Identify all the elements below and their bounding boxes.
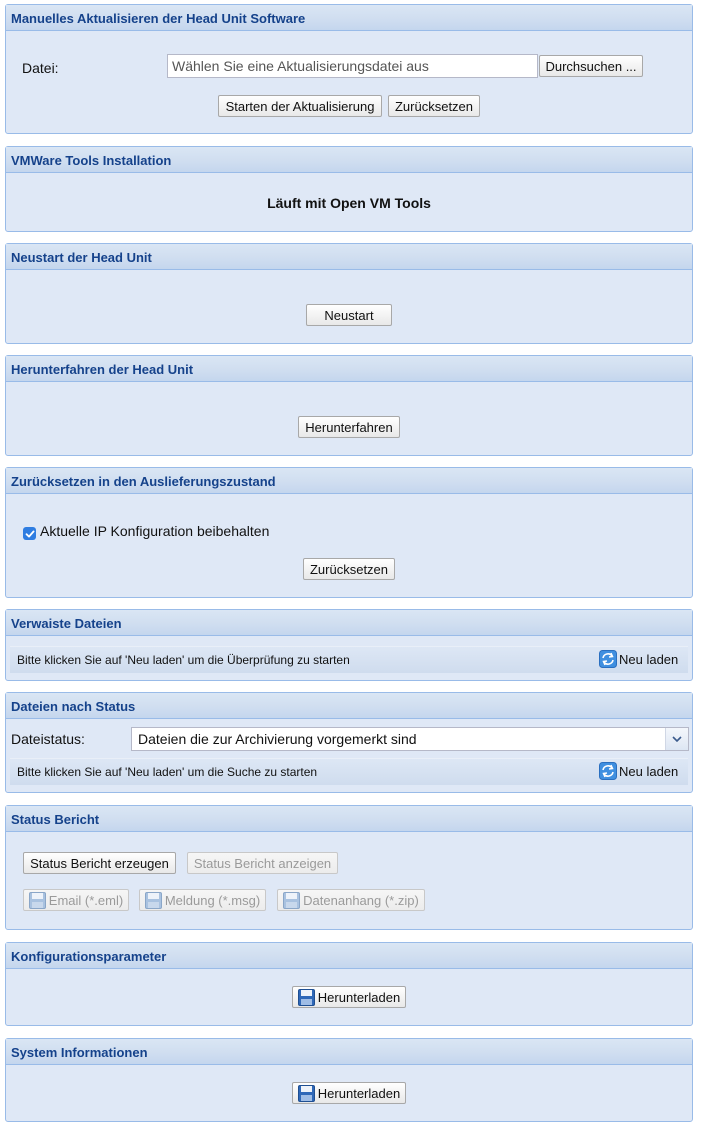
checkmark-icon xyxy=(25,529,35,539)
floppy-disk-icon xyxy=(298,1085,315,1102)
file-status-value: Dateien die zur Archivierung vorgemerkt sind xyxy=(138,731,417,747)
status-reload-button[interactable] xyxy=(599,762,678,780)
factory-reset-panel-title: Zurücksetzen in den Auslieferungszustand xyxy=(11,474,276,489)
update-panel-header xyxy=(6,5,692,31)
restart-panel-header xyxy=(6,244,692,270)
sysinfo-panel-title: System Informationen xyxy=(11,1045,148,1060)
shutdown-button-label: Herunterfahren xyxy=(305,419,393,435)
config-download-button[interactable] xyxy=(292,986,406,1008)
attachment-export-button[interactable] xyxy=(277,889,425,911)
shutdown-panel-title: Herunterfahren der Head Unit xyxy=(11,362,194,377)
floppy-disk-icon xyxy=(283,892,300,909)
config-download-label: Herunterladen xyxy=(317,989,401,1005)
attachment-export-label: Datenanhang (*.zip) xyxy=(303,892,419,908)
file-status-label: Dateistatus: xyxy=(11,731,85,747)
email-export-label: Email (*.eml) xyxy=(48,892,124,908)
update-panel xyxy=(5,4,693,134)
create-report-button-label: Status Bericht erzeugen xyxy=(30,855,169,871)
orphaned-reload-label: Neu laden xyxy=(619,651,679,667)
file-input[interactable] xyxy=(167,54,538,78)
orphaned-files-hint: Bitte klicken Sie auf 'Neu laden' um die Überprüfung zu starten xyxy=(17,653,350,667)
start-update-button[interactable] xyxy=(218,95,382,117)
files-by-status-toolbar xyxy=(10,758,688,785)
status-report-panel-title: Status Bericht xyxy=(11,812,100,827)
factory-reset-panel xyxy=(5,467,693,598)
status-report-panel-header xyxy=(6,806,692,832)
sysinfo-panel-header xyxy=(6,1039,692,1065)
floppy-disk-icon xyxy=(29,892,46,909)
shutdown-panel xyxy=(5,355,693,456)
start-update-button-label: Starten der Aktualisierung xyxy=(225,98,375,114)
sysinfo-download-label: Herunterladen xyxy=(317,1085,401,1101)
vmware-panel-title: VMWare Tools Installation xyxy=(11,153,172,168)
config-panel xyxy=(5,942,693,1026)
shutdown-button[interactable] xyxy=(298,416,400,438)
restart-button[interactable] xyxy=(306,304,392,326)
show-report-button-label: Status Bericht anzeigen xyxy=(193,855,332,871)
keep-ip-checkbox[interactable] xyxy=(23,527,36,540)
floppy-disk-icon xyxy=(145,892,162,909)
vmware-panel-header xyxy=(6,147,692,173)
vmware-panel xyxy=(5,146,693,232)
shutdown-panel-header xyxy=(6,356,692,382)
chevron-down-icon xyxy=(672,736,682,742)
factory-reset-panel-header xyxy=(6,468,692,494)
browse-button-label: Durchsuchen ... xyxy=(545,58,637,74)
refresh-icon xyxy=(599,762,617,780)
file-status-dropdown-trigger[interactable] xyxy=(665,728,688,750)
status-report-panel xyxy=(5,805,693,930)
factory-reset-button[interactable] xyxy=(303,558,395,580)
vmware-status xyxy=(6,195,692,211)
reset-update-button-label: Zurücksetzen xyxy=(394,98,474,114)
message-export-button[interactable] xyxy=(139,889,266,911)
factory-reset-button-label: Zurücksetzen xyxy=(309,561,389,577)
sysinfo-panel xyxy=(5,1038,693,1122)
sysinfo-download-button[interactable] xyxy=(292,1082,406,1104)
reset-update-button[interactable] xyxy=(388,95,480,117)
refresh-icon xyxy=(599,650,617,668)
orphaned-files-panel-header xyxy=(6,610,692,636)
email-export-button[interactable] xyxy=(23,889,129,911)
update-panel-title: Manuelles Aktualisieren der Head Unit Software xyxy=(11,11,306,26)
orphaned-files-panel-title: Verwaiste Dateien xyxy=(11,616,122,631)
restart-panel xyxy=(5,243,693,344)
config-panel-title: Konfigurationsparameter xyxy=(11,949,167,964)
file-input-placeholder: Wählen Sie eine Aktualisierungsdatei aus xyxy=(172,58,429,74)
create-report-button[interactable] xyxy=(23,852,176,874)
files-by-status-panel xyxy=(5,692,693,793)
floppy-disk-icon xyxy=(298,989,315,1006)
show-report-button[interactable] xyxy=(187,852,338,874)
status-reload-label: Neu laden xyxy=(619,763,679,779)
files-by-status-hint: Bitte klicken Sie auf 'Neu laden' um die Suche zu starten xyxy=(17,765,318,779)
config-panel-header xyxy=(6,943,692,969)
keep-ip-label: Aktuelle IP Konfiguration beibehalten xyxy=(40,523,270,539)
files-by-status-panel-header xyxy=(6,693,692,719)
message-export-label: Meldung (*.msg) xyxy=(164,892,261,908)
orphaned-reload-button[interactable] xyxy=(599,650,678,668)
browse-button[interactable] xyxy=(539,55,643,77)
orphaned-files-panel xyxy=(5,609,693,681)
files-by-status-panel-title: Dateien nach Status xyxy=(11,699,136,714)
file-status-select[interactable] xyxy=(131,727,689,751)
file-label: Datei: xyxy=(22,60,59,76)
restart-panel-title: Neustart der Head Unit xyxy=(11,250,152,265)
restart-button-label: Neustart xyxy=(324,307,374,323)
orphaned-files-toolbar xyxy=(10,646,688,673)
vmware-status-text: Läuft mit Open VM Tools xyxy=(267,195,431,211)
